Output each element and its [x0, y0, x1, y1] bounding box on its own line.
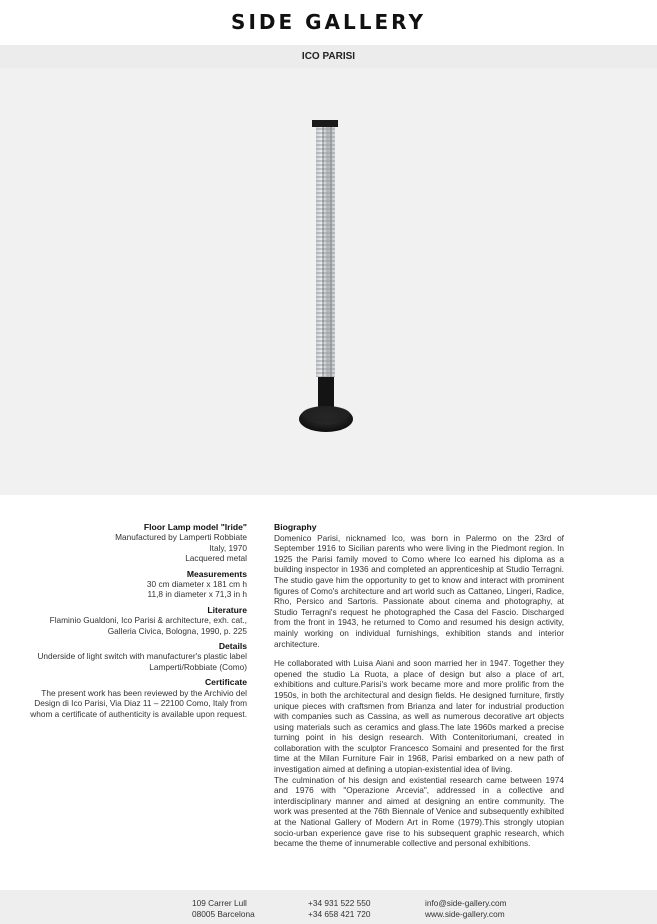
product-photo	[0, 68, 657, 495]
certificate-text: The present work has been reviewed by the Archivio del Design di Ico Parisi, Via Diaz 11 – 22100 Como, Italy from whom a certificate of authenticity is available upon request.	[30, 687, 247, 719]
phone-link[interactable]: +34 931 522 550	[308, 898, 371, 908]
biography-paragraph: He collaborated with Luisa Aiani and soon married her in 1947. Together they opened the studio La Ruota, a place of design but also a place of art, exhibitions and culture.Parisi's work became more and more prolific from the 1950s, in both the architectural and design fields. He designed furniture, firstly unique pieces with craftsmen from Brianza and later for industrial production with companies such as Cassina, as well as numerous decorative art objects using materials such as ceramics and glass.The late 1960s marked a precise turning point in his design research. With Contenitoriumani, created in collaboration with the sculptor Francesco Somaini and presented for the first time at the Milan Furniture Fair in 1968, Parisi embarked on a new path of investigation aimed at defining a utopian-existential idea of living.	[274, 658, 564, 775]
artwork-details	[25, 522, 247, 724]
header	[0, 0, 657, 45]
measurements-heading: Measurements	[186, 568, 247, 579]
details-text: Underside of light switch with manufacturer's plastic label Lamperti/Robbiate (Como)	[37, 651, 247, 672]
details-heading: Details	[218, 641, 247, 652]
certificate-heading: Certificate	[204, 677, 247, 688]
footer-contact	[425, 898, 507, 920]
phone-link[interactable]: +34 658 421 720	[308, 909, 371, 919]
manufacturer: Manufactured by Lamperti Robbiate	[115, 532, 247, 543]
literature-section	[25, 605, 247, 636]
designer-name: ICO PARISI	[301, 51, 356, 62]
item-info	[25, 522, 247, 564]
item-title: Floor Lamp model "Iride"	[143, 522, 247, 532]
designer-bar	[0, 45, 657, 68]
address-street: 109 Carrer Lull	[192, 898, 247, 908]
biography-paragraph: The culmination of his design and existential research came between 1974 and 1976 with "Operazione Arcevia", addressed in a collective and interdisciplinary manner and aimed at designing an entire community. The work was presented at the 76th Biennale of Venice and subsequently exhibited at the National Gallery of Modern Art in Rome (1979).This strongly utopian socio-urban experience gave rise to his subsequent graphic research, which became the theme of innumerable collective and personal exhibitions.	[274, 774, 564, 849]
biography-paragraph: Domenico Parisi, nicknamed Ico, was born in Palermo on the 23rd of September 1916 to Sicilian parents who were living in the Piedmont region. In 1925 the Parisi family moved to Como where Ico earned his diploma as a building inspector in 1936 and completed an apprenticeship at Studio Terragni. The studio gave him the opportunity to get to know and interact with prominent figures of Como's architecture and art world such as Cattaneo, Lingeri, Radice, Rho, Persico and Sartoris. Passionate about cinema and photography, at Studio Terragni's request he photographed the Casa del Fascio. Discharged from the front in 1943, he returned to Como and resumed his design activity, mainly working on individual furnishings, exhibition stands and interior architecture.	[274, 532, 564, 649]
measurements-section	[25, 569, 247, 600]
measurement-metric: 30 cm diameter x 181 cm h	[146, 579, 247, 590]
email-link[interactable]: info@side-gallery.com	[425, 898, 507, 908]
biography-section	[274, 522, 564, 849]
website-link[interactable]: www.side-gallery.com	[425, 909, 505, 919]
origin-year: Italy, 1970	[209, 542, 247, 553]
measurement-imperial: 11,8 in diameter x 71,3 in h	[147, 589, 247, 600]
footer-address	[192, 898, 255, 920]
floor-lamp-image	[0, 68, 657, 495]
footer	[0, 890, 657, 924]
footer-phones	[308, 898, 371, 920]
literature-heading: Literature	[207, 604, 247, 615]
literature-text: Flaminio Gualdoni, Ico Parisi & architecture, exh. cat., Galleria Civica, Bologna, 1990, p. 225	[49, 615, 247, 636]
biography-heading: Biography	[274, 522, 317, 532]
certificate-section	[25, 677, 247, 719]
gallery-logo: SIDE GALLERY	[231, 10, 426, 34]
details-section	[25, 641, 247, 672]
material: Lacquered metal	[185, 553, 247, 564]
address-city: 08005 Barcelona	[192, 909, 255, 919]
